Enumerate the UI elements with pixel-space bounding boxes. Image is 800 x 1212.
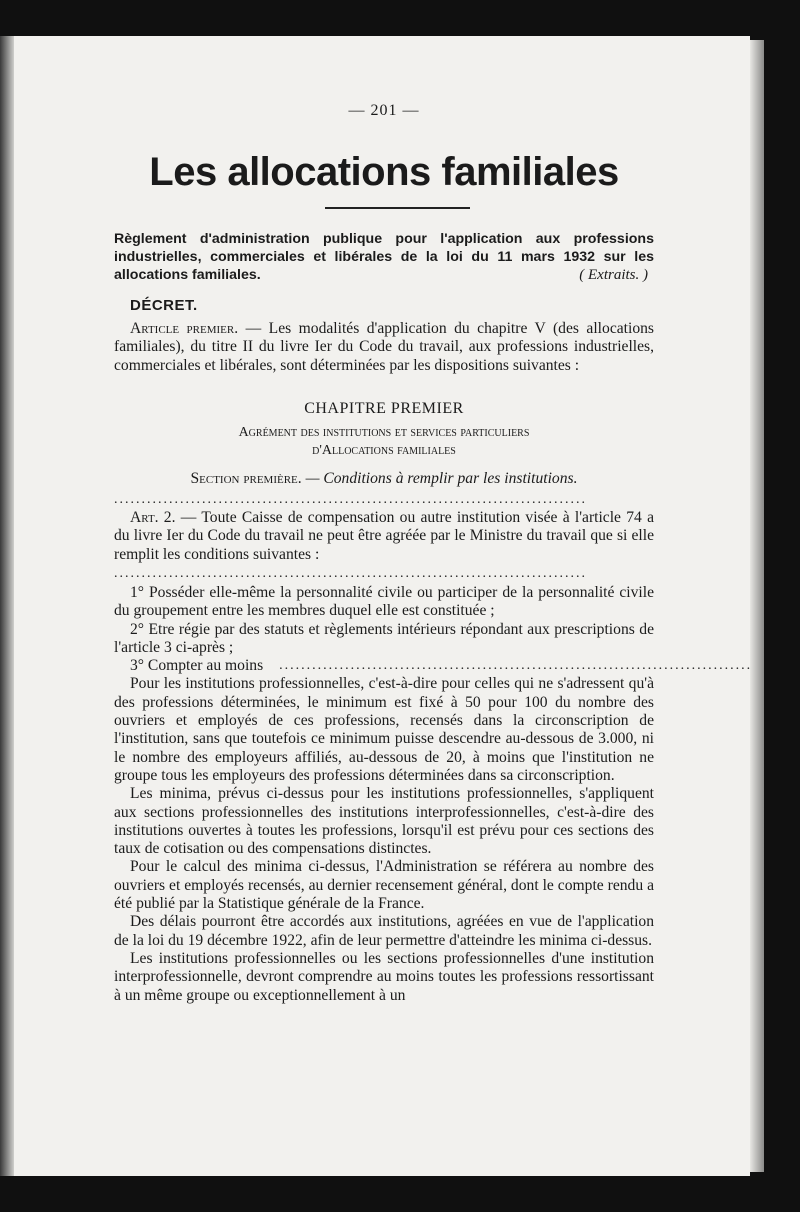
section-title: — Conditions à remplir par les institutions. [301,470,578,487]
paragraph-2: Les minima, prévus ci-dessus pour les institutions professionnelles, s'appliquent aux sections professionnelles des institutions interprofessionnelles, c'est-à-dire des institutions ouvertes à toutes les professions, lorsqu'il est prévu pour ces sections des taux de cotisation ou des compensations distinctes. [114,785,654,858]
page-left-edge [0,36,14,1176]
condition-3: 3° Compter au moins [130,657,264,675]
paragraph-5: Les institutions professionnelles ou les sections professionnelles d'une institution interprofessionnelle, devront comprendre au moins toutes les professions ressortissant à un même groupe ou exceptionnellement à un [114,949,654,1004]
decree-subtitle: Règlement d'administration publique pour l'application aux professions industrielles, commerciales et libérales de la loi du 11 mars 1932 sur les allocations familiales. [114,231,654,283]
chapter-heading: CHAPITRE PREMIER [304,400,464,417]
paragraph-1: Pour les institutions professionnelles, c'est-à-dire pour celles qui ne s'adressent qu'à des professions déterminées, le minimum est fixé à 50 pour 100 du nombre des ouvriers et employés de ces professions, recensés dans la circonscription de l'institution, sans que toutefois ce minimum puisse descendre au-dessous de 3.000, ni le nombre des employeurs affiliés, au-dessous de 20, à moins que l'institution ne groupe tous les employeurs des professions déterminées dans sa circonscription. [114,675,654,784]
condition-3-row [114,657,753,675]
paragraph-3: Pour le calcul des minima ci-dessus, l'Administration se référera au nombre des ouvriers et employés recensés, au dernier recensement général, dont le compte rendu a été publié par la Statistique générale de la France. [114,858,654,913]
page-number: — 201 — [348,102,420,119]
chapter-subtitle-2: d'Allocations familiales [312,443,456,458]
ellipsis-line-2: ...................................................................................... [114,566,587,581]
extraits-note: ( Extraits. ) [579,267,648,283]
page-title: Les allocations familiales [149,150,619,194]
decret-label: DÉCRET. [130,297,198,314]
page-right-edge [750,40,764,1172]
decree-heading [114,230,654,284]
condition-3-dots: ...................................................................................... [279,658,753,674]
condition-1: 1° Posséder elle-même la personnalité civile ou participer de la personnalité civile du groupement entre les membres duquel elle est constituée ; [114,584,654,620]
section-heading [114,470,654,488]
section-label: Section première. [190,470,302,487]
condition-2: 2° Etre régie par des statuts et règlements intérieurs répondant aux prescriptions de l'article 3 ci-après ; [114,620,654,656]
ellipsis-line-1: ...................................................................................... [114,492,587,507]
chapter-subtitle-1: Agrément des institutions et services particuliers [238,425,530,440]
art2-text: — Toute Caisse de compensation ou autre institution visée à l'article 74 a du livre Ier du Code du travail ne peut être agréée par le Ministre du travail que si elle remplit les conditions suivantes : [114,509,654,563]
article-premier-label: Article premier. [130,320,239,337]
article-premier-text: — Les modalités d'application du chapitre V (des allocations familiales), du titre II du livre Ier du Code du travail, aux professions industrielles, commerciales et libérales, sont déterminées par les dispositions suivantes : [114,320,654,374]
art2-label: Art. 2. [130,509,176,526]
article-premier [114,320,654,375]
paragraph-4: Des délais pourront être accordés aux institutions, agréées en vue de l'application de la loi du 19 décembre 1922, afin de leur permettre d'atteindre les minima ci-dessus. [114,913,654,949]
conditions-block [114,584,753,1005]
article-2 [114,509,654,564]
title-rule [325,207,470,209]
